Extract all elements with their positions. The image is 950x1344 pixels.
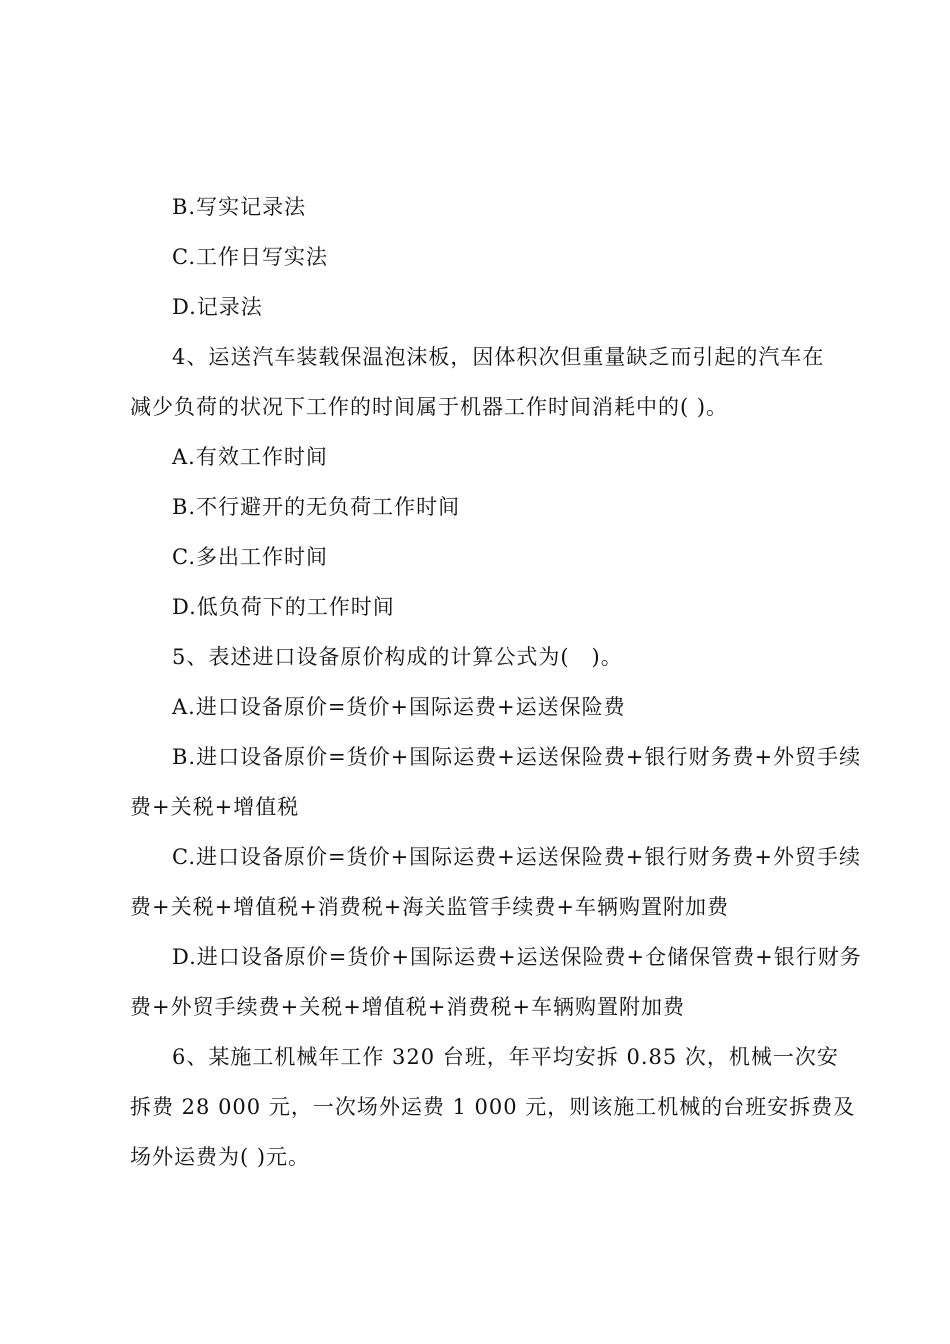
q6-stem-line-2: 拆费 28 000 元，一次场外运费 1 000 元，则该施工机械的台班安拆费及 <box>130 1095 856 1119</box>
q4-stem-line-2: 减少负荷的状况下工作的时间属于机器工作时间消耗中的( )。 <box>130 395 729 419</box>
q5-option-c-line-1: C.进口设备原价=货价+国际运费+运送保险费+银行财务费+外贸手续 <box>172 845 861 869</box>
document-content <box>130 182 862 1182</box>
q6-stem-line-3: 场外运费为( )元。 <box>130 1145 311 1169</box>
q5-option-b-line-2: 费+关税+增值税 <box>130 795 300 819</box>
q5-option-d-line-1: D.进口设备原价=货价+国际运费+运送保险费+仓储保管费+银行财务 <box>172 945 862 969</box>
q6-stem-line-1: 6、某施工机械年工作 320 台班，年平均安拆 0.85 次，机械一次安 <box>172 1045 839 1069</box>
q4-stem-line-1: 4、运送汽车装载保温泡沫板，因体积次但重量缺乏而引起的汽车在 <box>172 345 825 369</box>
q3-option-b: B.写实记录法 <box>172 195 307 219</box>
q3-option-d: D.记录法 <box>172 295 263 319</box>
q5-option-c-line-2: 费+关税+增值税+消费税+海关监管手续费+车辆购置附加费 <box>130 895 729 919</box>
q3-option-c: C.工作日写实法 <box>172 245 328 269</box>
q5-option-b-line-1: B.进口设备原价=货价+国际运费+运送保险费+银行财务费+外贸手续 <box>172 745 862 769</box>
q5-option-d-line-2: 费+外贸手续费+关税+增值税+消费税+车辆购置附加费 <box>130 995 685 1019</box>
q4-option-a: A.有效工作时间 <box>172 445 328 469</box>
q5-stem: 5、表述进口设备原价构成的计算公式为( )。 <box>172 645 623 669</box>
q4-option-c: C.多出工作时间 <box>172 545 328 569</box>
q4-option-b: B.不行避开的无负荷工作时间 <box>172 495 461 519</box>
q5-option-a: A.进口设备原价=货价+国际运费+运送保险费 <box>172 695 626 719</box>
q4-option-d: D.低负荷下的工作时间 <box>172 595 395 619</box>
